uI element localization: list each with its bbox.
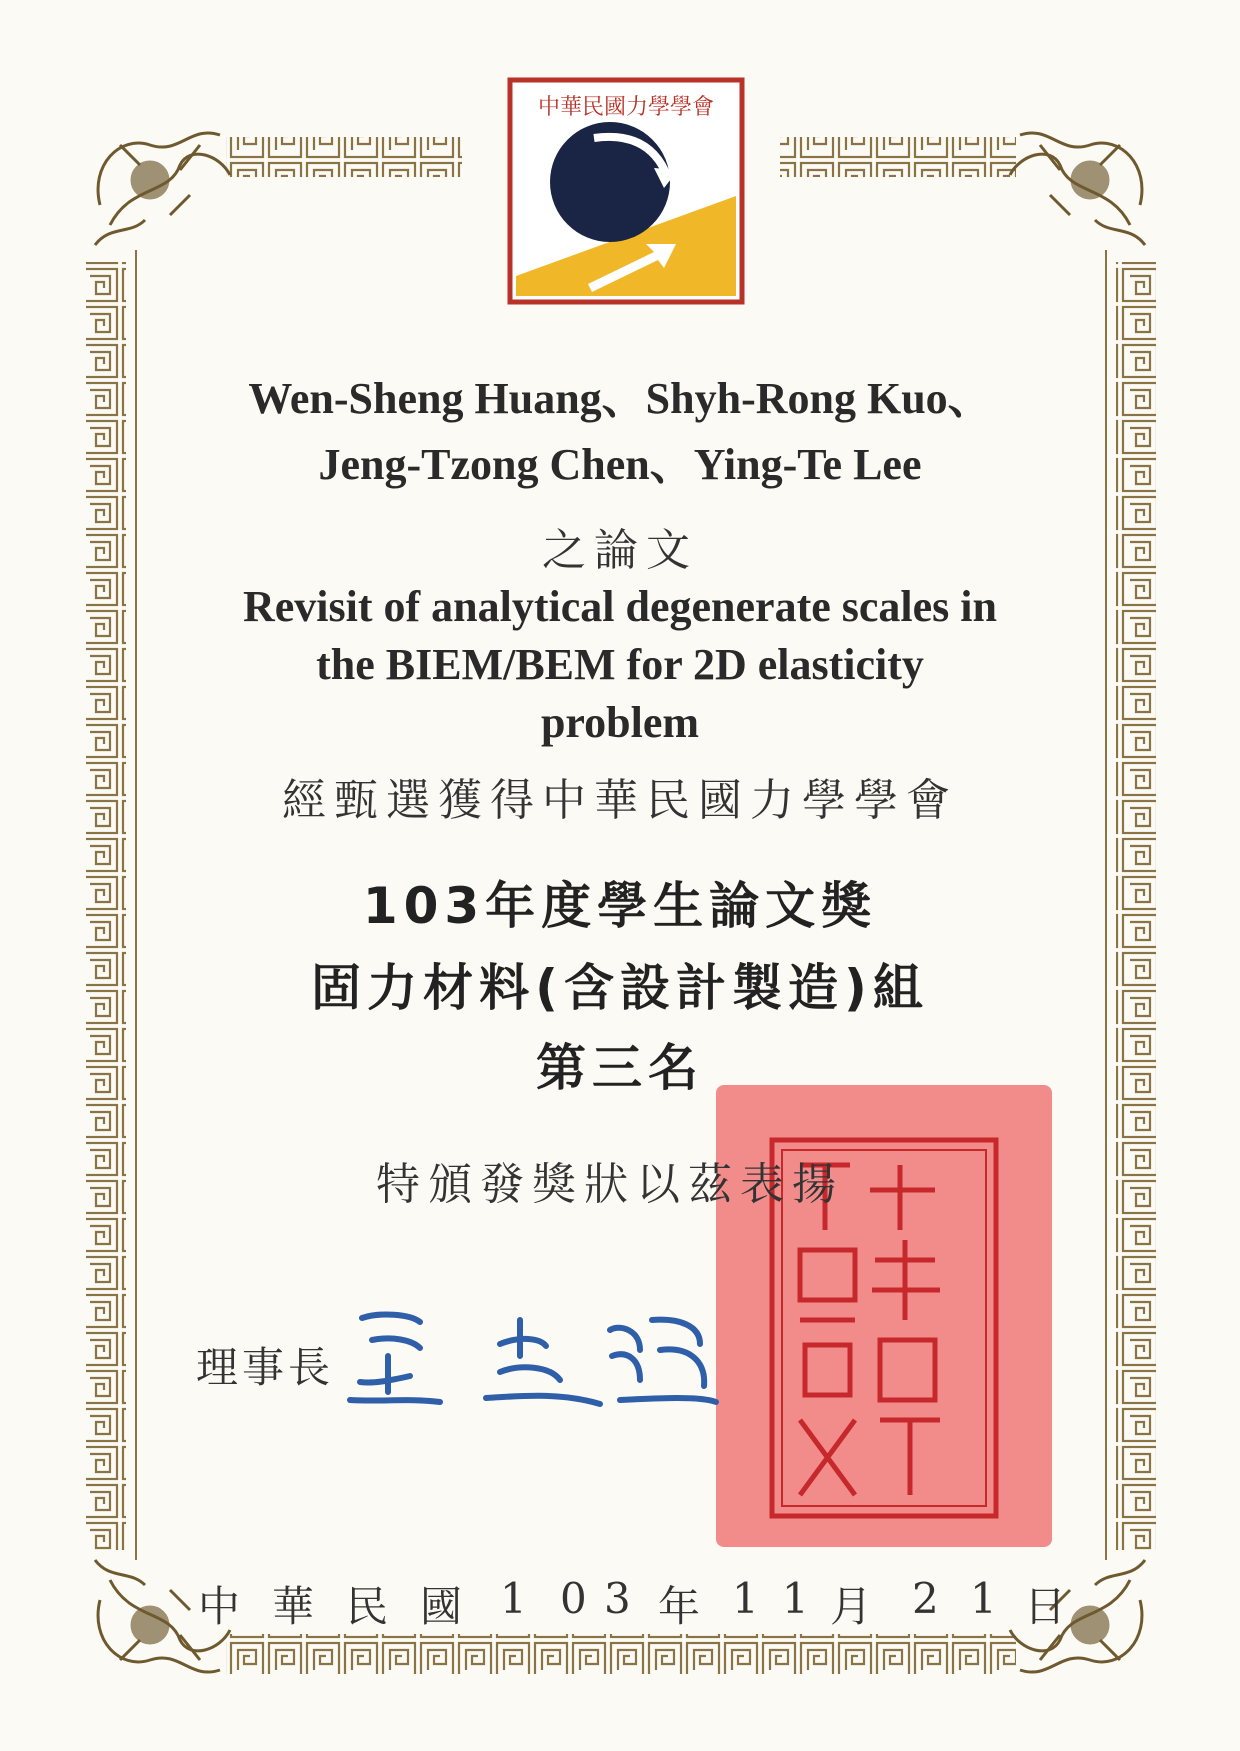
date-char: 1 [782, 1574, 809, 1623]
top-right-fret [780, 137, 1016, 177]
selection-line: 經甄選獲得中華民國力學學會 [282, 775, 958, 826]
logo-society-name: 中華民國力學學會 [537, 95, 715, 120]
date-char: 1 [970, 1574, 997, 1623]
signatory-title: 理事長 [196, 1343, 335, 1392]
authors-line-1: Wen-Sheng Huang、Shyh-Rong Kuo、 [248, 374, 992, 423]
paper-label: 之論文 [542, 525, 698, 576]
date-char: 國 [420, 1582, 463, 1631]
award-category: 固力材料(含設計製造)組 [311, 959, 929, 1017]
date-char: 月 [830, 1582, 873, 1631]
date-char: 1 [500, 1574, 527, 1623]
award-name: 103年度學生論文獎 [362, 877, 878, 935]
authors-line-2: Jeng-Tzong Chen、Ying-Te Lee [318, 440, 922, 489]
date-char: 年 [658, 1582, 701, 1631]
top-left-fret [226, 137, 462, 177]
society-logo-icon [510, 80, 742, 302]
paper-title-line-1: Revisit of analytical degenerate scales in [243, 582, 997, 631]
bottom-fret-border [226, 1634, 1016, 1674]
paper-title-line-2: the BIEM/BEM for 2D elasticity [316, 640, 924, 689]
paper-title-line-3: problem [540, 698, 700, 747]
date-char: 2 [912, 1574, 939, 1623]
date-char: 中 [198, 1582, 241, 1631]
date-char: 1 [732, 1574, 759, 1623]
issue-date [0, 1574, 1240, 1634]
date-char: 民 [346, 1582, 389, 1631]
signature-icon [350, 1315, 716, 1404]
date-char: 0 [560, 1574, 587, 1623]
date-char: 華 [272, 1582, 315, 1631]
date-char: 3 [604, 1574, 631, 1623]
commendation: 特頒發獎狀以茲表揚 [376, 1159, 844, 1210]
date-char: 日 [1024, 1582, 1067, 1631]
award-rank: 第三名 [536, 1039, 704, 1097]
